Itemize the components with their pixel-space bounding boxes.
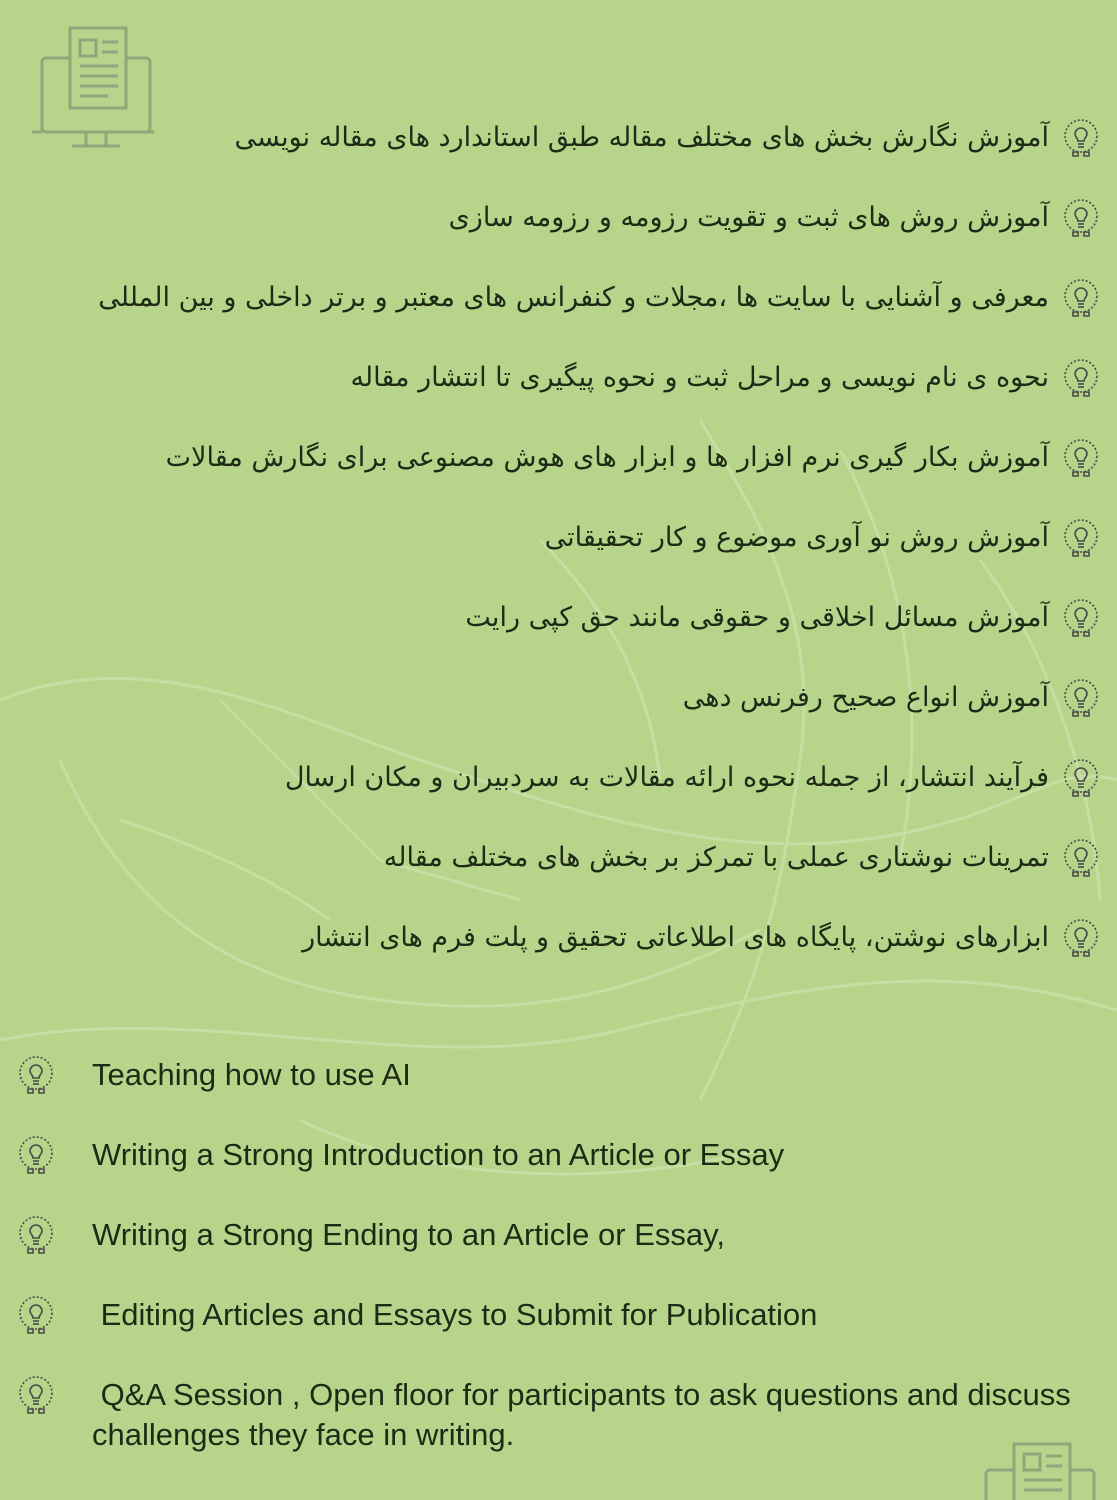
lightbulb-icon (1063, 518, 1099, 558)
lightbulb-icon (18, 1375, 54, 1415)
list-item-text: Editing Articles and Essays to Submit for Publication (92, 1297, 818, 1332)
list-item (19, 98, 1099, 178)
list-item-text: آموزش روش نو آوری موضوع و کار تحقیقاتی (544, 521, 1049, 553)
lightbulb-icon (18, 1295, 54, 1335)
list-item (19, 898, 1099, 978)
list-item (19, 818, 1099, 898)
lightbulb-icon (1063, 678, 1099, 718)
list-item (19, 498, 1099, 578)
list-item-text: آموزش بکار گیری نرم افزار ها و ابزار های هوش مصنوعی برای نگارش مقالات (165, 441, 1049, 473)
english-topics-list (18, 1045, 1098, 1455)
list-item (19, 578, 1099, 658)
list-item-text: Writing a Strong Introduction to an Article or Essay (92, 1137, 785, 1172)
list-item-text: Teaching how to use AI (92, 1057, 411, 1092)
list-item-text: آموزش نگارش بخش های مختلف مقاله طبق استاندارد های مقاله نویسی (234, 121, 1049, 153)
lightbulb-icon (1063, 198, 1099, 238)
list-item (18, 1285, 1098, 1365)
list-item-text: معرفی و آشنایی با سایت ها ،مجلات و کنفرانس های معتبر و برتر داخلی و بین المللی (98, 281, 1049, 313)
list-item (18, 1045, 1098, 1125)
list-item-text: نحوه ی نام نویسی و مراحل ثبت و نحوه پیگیری تا انتشار مقاله (350, 361, 1049, 393)
list-item-text: فرآیند انتشار، از جمله نحوه ارائه مقالات به سردبیران و مکان ارسال (284, 761, 1049, 793)
list-item (19, 418, 1099, 498)
list-item-text: آموزش روش های ثبت و تقویت رزومه و رزومه سازی (448, 201, 1049, 233)
list-item (19, 738, 1099, 818)
list-item (18, 1365, 1098, 1455)
lightbulb-icon (1063, 118, 1099, 158)
lightbulb-icon (1063, 598, 1099, 638)
list-item (19, 658, 1099, 738)
list-item (19, 338, 1099, 418)
lightbulb-icon (18, 1135, 54, 1175)
lightbulb-icon (1063, 758, 1099, 798)
lightbulb-icon (1063, 438, 1099, 478)
list-item-text: آموزش انواع صحیح رفرنس دهی (682, 681, 1049, 713)
persian-topics-list (19, 98, 1099, 978)
lightbulb-icon (18, 1055, 54, 1095)
list-item-text: تمرینات نوشتاری عملی با تمرکز بر بخش های مختلف مقاله (383, 841, 1049, 873)
lightbulb-icon (1063, 358, 1099, 398)
list-item-text: Writing a Strong Ending to an Article or Essay, (92, 1217, 725, 1252)
lightbulb-icon (1063, 278, 1099, 318)
list-item-text: ابزارهای نوشتن، پایگاه های اطلاعاتی تحقیق و پلت فرم های انتشار (302, 921, 1049, 953)
list-item-text: آموزش مسائل اخلاقی و حقوقی مانند حق کپی رایت (465, 601, 1049, 633)
list-item (18, 1125, 1098, 1205)
list-item (18, 1205, 1098, 1285)
lightbulb-icon (1063, 838, 1099, 878)
list-item (19, 258, 1099, 338)
list-item-text: Q&A Session , Open floor for participants to ask questions and discuss challenges they face in writing. (92, 1377, 1080, 1452)
lightbulb-icon (18, 1215, 54, 1255)
lightbulb-icon (1063, 918, 1099, 958)
list-item (19, 178, 1099, 258)
